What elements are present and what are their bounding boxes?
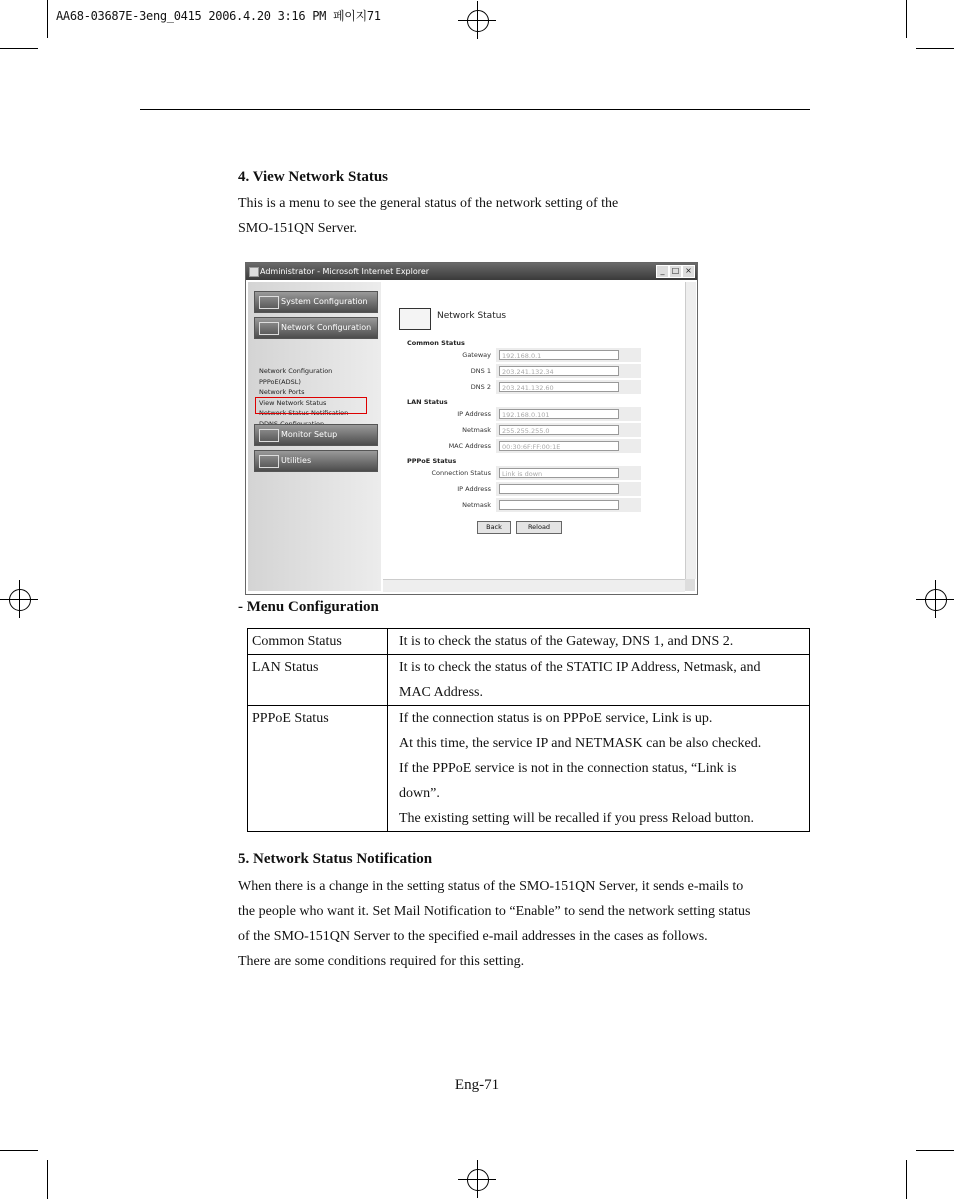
close-icon[interactable]: × [682, 265, 695, 278]
menu-config-table [247, 628, 810, 832]
nav-label: Network Configuration [281, 323, 372, 332]
print-header: AA68-03687E-3eng_0415 2006.4.20 3:16 PM 페이지71 [56, 9, 381, 23]
nav-utilities[interactable] [254, 450, 378, 472]
tools-icon [259, 455, 279, 468]
window-title: Administrator - Microsoft Internet Explorer [260, 267, 430, 276]
monitor-wrench-icon [259, 296, 279, 309]
section-title: PPPoE Status [407, 457, 457, 465]
desc-line: If the connection status is on PPPoE service, Link is up. [399, 711, 713, 726]
highlight-box [255, 397, 367, 414]
horizontal-scrollbar[interactable] [383, 579, 685, 592]
mac-address-field[interactable]: 00:30:6F:FF:00:1E [499, 441, 619, 451]
desc-line: down”. [399, 786, 440, 801]
browser-screenshot [245, 262, 698, 595]
desc-line: At this time, the service IP and NETMASK can be also checked. [399, 736, 762, 751]
page-title: Network Status [437, 311, 507, 321]
row-desc [388, 706, 810, 832]
crop-mark [0, 48, 38, 49]
nav-monitor-setup[interactable] [254, 424, 378, 446]
pppoe-netmask-field[interactable] [499, 500, 619, 510]
table-row [248, 706, 810, 832]
network-icon [259, 322, 279, 335]
desc-line: The existing setting will be recalled if you press Reload button. [399, 811, 754, 826]
registration-mark [458, 1160, 496, 1198]
table-row [248, 655, 810, 706]
crop-mark [906, 0, 907, 38]
page-number: Eng-71 [454, 1077, 500, 1093]
desc-line: It is to check the status of the Gateway, DNS 1, and DNS 2. [399, 634, 734, 649]
submenu-item-active[interactable]: View Network Status [259, 398, 327, 407]
field-label: Netmask [462, 501, 491, 509]
nav-network-configuration[interactable] [254, 317, 378, 339]
row-desc [388, 629, 810, 655]
table-row [248, 629, 810, 655]
nav-system-configuration[interactable] [254, 291, 378, 313]
nav-label: System Configuration [281, 297, 368, 306]
window-titlebar [246, 263, 697, 280]
row-name: LAN Status [248, 655, 388, 706]
section5-line: There are some conditions required for this setting. [238, 954, 525, 969]
nav-label: Monitor Setup [281, 430, 338, 439]
menu-config-heading: - Menu Configuration [238, 599, 379, 615]
header-rule [140, 109, 810, 110]
crop-mark [906, 1160, 907, 1199]
back-button[interactable]: Back [477, 521, 511, 534]
content-pane [383, 282, 685, 579]
field-label: IP Address [457, 485, 491, 493]
crop-mark [47, 0, 48, 38]
row-name: PPPoE Status [248, 706, 388, 832]
section5-line: When there is a change in the setting status of the SMO-151QN Server, it sends e-mails to [238, 879, 744, 894]
submenu-item[interactable]: Network Configuration [259, 367, 333, 375]
section5-line: of the SMO-151QN Server to the specified e-mail addresses in the cases as follows. [238, 929, 708, 944]
section5-heading: 5. Network Status Notification [238, 851, 433, 867]
field-label: DNS 1 [470, 367, 491, 375]
crop-mark [0, 1150, 38, 1151]
section4-line: This is a menu to see the general status of the network setting of the [238, 196, 619, 211]
lan-netmask-field[interactable]: 255.255.255.0 [499, 425, 619, 435]
registration-mark [458, 1, 496, 39]
crop-mark [916, 48, 954, 49]
field-label: DNS 2 [470, 383, 491, 391]
lan-ip-field[interactable]: 192.168.0.101 [499, 409, 619, 419]
field-label: MAC Address [448, 442, 491, 450]
minimize-icon[interactable]: _ [656, 265, 669, 278]
monitor-wrench-icon [259, 429, 279, 442]
desc-line: If the PPPoE service is not in the connection status, “Link is [399, 761, 737, 776]
nav-label: Utilities [281, 456, 312, 465]
section5-body [238, 874, 750, 974]
connection-status-field[interactable]: Link is down [499, 468, 619, 478]
section4-heading: 4. View Network Status [238, 169, 388, 185]
vertical-scrollbar[interactable] [685, 282, 696, 579]
section5-line: the people who want it. Set Mail Notification to “Enable” to send the network setting status [238, 904, 751, 919]
row-name: Common Status [248, 629, 388, 655]
field-label: Connection Status [431, 469, 491, 477]
dns1-field[interactable]: 203.241.132.34 [499, 366, 619, 376]
ie-icon [249, 267, 259, 277]
desc-line: MAC Address. [399, 685, 484, 700]
dns2-field[interactable]: 203.241.132.60 [499, 382, 619, 392]
field-label: Netmask [462, 426, 491, 434]
scroll-corner [685, 579, 695, 591]
registration-mark [0, 580, 38, 618]
gateway-field[interactable]: 192.168.0.1 [499, 350, 619, 360]
crop-mark [47, 1160, 48, 1199]
submenu-item[interactable]: Network Ports [259, 388, 305, 397]
submenu-item[interactable]: Network Status Notification [259, 409, 349, 418]
crop-mark [916, 1150, 954, 1151]
section-title: Common Status [407, 339, 465, 347]
section4-body [238, 191, 618, 241]
row-desc [388, 655, 810, 706]
reload-button[interactable]: Reload [516, 521, 562, 534]
sidebar [248, 282, 381, 591]
section4-line: SMO-151QN Server. [238, 221, 357, 236]
network-status-icon [399, 308, 431, 330]
field-label: Gateway [462, 351, 491, 359]
field-label: IP Address [457, 410, 491, 418]
pppoe-ip-field[interactable] [499, 484, 619, 494]
maximize-icon[interactable]: □ [669, 265, 682, 278]
registration-mark [916, 580, 954, 618]
section-title: LAN Status [407, 398, 448, 406]
desc-line: It is to check the status of the STATIC IP Address, Netmask, and [399, 660, 761, 675]
submenu-item[interactable]: PPPoE(ADSL) [259, 377, 301, 386]
